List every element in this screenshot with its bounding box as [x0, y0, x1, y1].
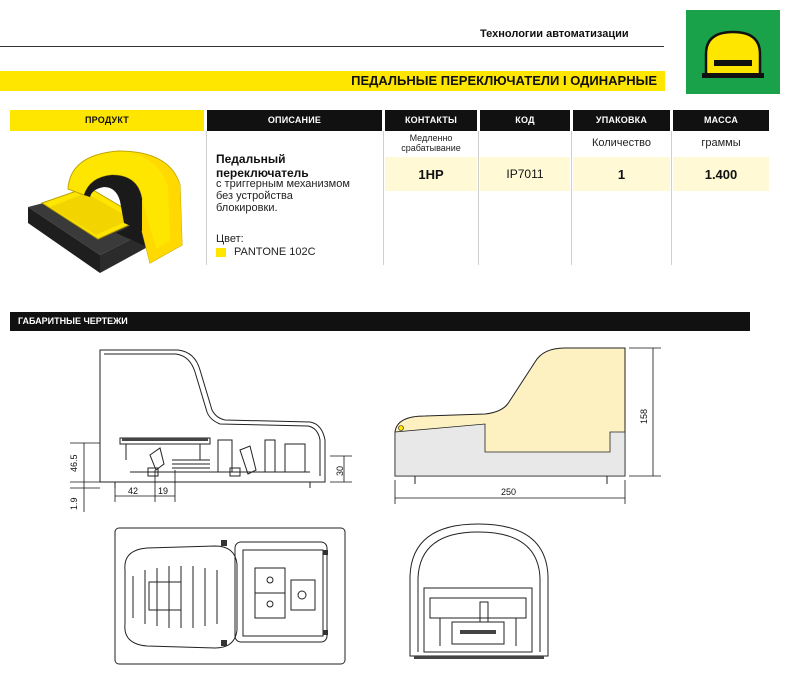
col-header-mass: МАССА [673, 110, 769, 131]
contacts-sublabel-line1: Медленно [409, 133, 453, 143]
col-header-code: КОД [480, 110, 570, 131]
page-title-bar [0, 71, 665, 91]
front-view-drawing [400, 518, 560, 663]
col-header-description: ОПИСАНИЕ [207, 110, 382, 131]
dim-250: 250 [501, 487, 517, 497]
dim-158: 158 [639, 408, 649, 424]
contacts-value: 1НР [418, 167, 444, 182]
dim-1-9: 1.9 [69, 497, 79, 510]
color-label: Цвет: [216, 233, 244, 245]
description-line1: с триггерным механизмом [216, 178, 350, 190]
drawings-section-bar [10, 312, 750, 331]
pedal-logo-icon [686, 10, 780, 94]
color-swatch [216, 248, 226, 257]
column-divider [478, 131, 479, 265]
dim-30: 30 [335, 465, 345, 476]
col-header-product: ПРОДУКТ [10, 110, 204, 131]
side-view-drawing [385, 340, 685, 510]
side-section-drawing [60, 340, 360, 520]
packaging-sublabel: Количество [591, 137, 652, 149]
col-header-contacts: КОНТАКТЫ [385, 110, 477, 131]
column-divider [571, 131, 572, 265]
code-value: IP7011 [506, 167, 544, 181]
top-view-drawing [105, 520, 355, 670]
column-divider [671, 131, 672, 265]
foot-switch-product-image [20, 145, 195, 280]
product-name-line1: Педальный [216, 152, 286, 166]
mass-sublabel: граммы [701, 137, 741, 149]
contacts-sublabel-line2: срабатывание [401, 143, 461, 153]
description-line3: блокировки. [216, 202, 278, 214]
column-divider [206, 131, 207, 265]
page-title: ПЕДАЛЬНЫЕ ПЕРЕКЛЮЧАТЕЛИ I ОДИНАРНЫЕ [351, 73, 657, 88]
brand-logo [686, 10, 780, 94]
dim-42: 42 [128, 486, 139, 496]
dim-19: 19 [158, 486, 169, 496]
drawings-section-title: ГАБАРИТНЫЕ ЧЕРТЕЖИ [18, 316, 128, 326]
description-line2: без устройства [216, 190, 293, 202]
color-name: PANTONE 102C [234, 246, 316, 258]
product-name-line2: переключатель [216, 166, 309, 180]
contacts-sublabel [385, 133, 477, 153]
product-description [216, 178, 381, 214]
header-divider [0, 46, 664, 47]
company-tagline: Технологии автоматизации [480, 28, 629, 40]
dim-46-5: 46.5 [69, 454, 79, 472]
quantity-value: 1 [617, 167, 626, 182]
mass-value: 1.400 [704, 167, 738, 182]
column-divider [383, 131, 384, 265]
col-header-packaging: УПАКОВКА [573, 110, 670, 131]
product-name [216, 152, 376, 180]
